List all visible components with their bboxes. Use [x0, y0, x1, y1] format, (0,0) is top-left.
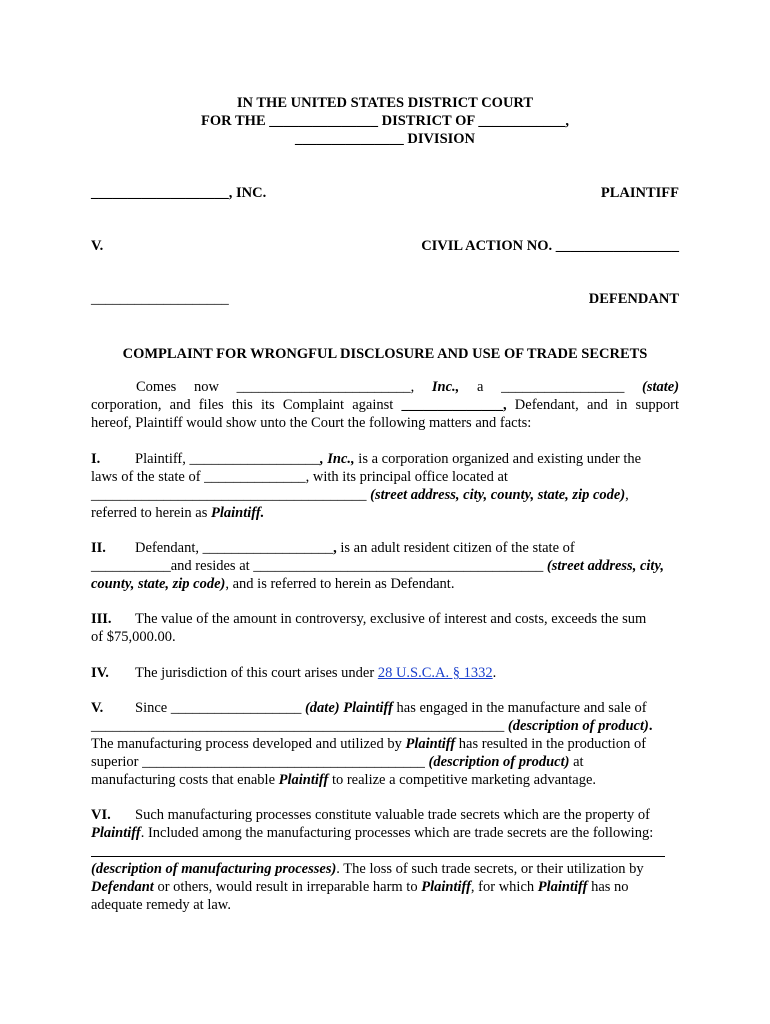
paragraph-2-line-1: II. Defendant, __________________, is an adult resident citizen of the state of — [91, 540, 575, 556]
paragraph-3-line-1: III. The value of the amount in controversy, exclusive of interest and costs, exceeds the sum — [91, 611, 647, 627]
complaint-title: COMPLAINT FOR WRONGFUL DISCLOSURE AND USE OF TRADE SECRETS — [122, 346, 648, 362]
paragraph-6-line-1: VI. Such manufacturing processes constitute valuable trade secrets which are the property of — [91, 807, 650, 823]
paragraph-5-line-1: V. Since __________________ (date) Plaintiff has engaged in the manufacture and sale of — [91, 700, 647, 716]
intro-line-1: Comes now ________________________, Inc., a _________________ (state) — [136, 379, 680, 395]
paragraph-1-line-4: referred to herein as Plaintiff. — [91, 505, 265, 521]
paragraph-5-line-5: manufacturing costs that enable Plaintiff to realize a competitive marketing advantage. — [91, 772, 597, 788]
paragraph-1-line-1: I. Plaintiff, __________________, Inc., is a corporation organized and existing under the — [91, 451, 642, 467]
defendant-label: DEFENDANT — [588, 291, 679, 307]
paragraph-5-line-3: The manufacturing process developed and utilized by Plaintiff has resulted in the production of — [91, 736, 647, 752]
statute-link[interactable]: 28 U.S.C.A. § 1332 — [377, 665, 493, 681]
intro-line-3: hereof, Plaintiff would show unto the Court the following matters and facts: — [91, 415, 532, 431]
civil-action-number: CIVIL ACTION NO. _________________ — [421, 238, 679, 254]
intro-line-2: corporation, and files this its Complaint against ______________, Defendant, and in support — [91, 397, 680, 413]
paragraph-2-line-3: county, state, zip code), and is referred to herein as Defendant. — [91, 576, 455, 592]
paragraph-1-line-2: laws of the state of ______________, with its principal office located at — [91, 469, 508, 485]
paragraph-5-line-4: superior _______________________________________ (description of product) at — [91, 754, 584, 770]
court-header-line-1: IN THE UNITED STATES DISTRICT COURT — [236, 95, 534, 111]
paragraph-6-line-5: Defendant or others, would result in irreparable harm to Plaintiff, for which Plaintiff has no — [91, 879, 629, 895]
paragraph-1-line-3: ______________________________________ (street address, city, county, state, zip code), — [91, 487, 629, 503]
plaintiff-label: PLAINTIFF — [600, 185, 679, 201]
paragraph-4-line-1: IV. The jurisdiction of this court arises under 28 U.S.C.A. § 1332. — [91, 665, 497, 681]
versus-label: V. — [91, 238, 104, 254]
paragraph-6-line-4: (description of manufacturing processes). The loss of such trade secrets, or their utilization by — [91, 861, 644, 877]
paragraph-3-line-2: of $75,000.00. — [91, 629, 176, 645]
defendant-name: ___________________ — [91, 291, 229, 307]
paragraph-6-line-2: Plaintiff. Included among the manufacturing processes which are trade secrets are the following: — [91, 825, 654, 841]
plaintiff-name: ___________________, INC. — [91, 185, 267, 201]
court-header-line-3: _______________ DIVISION — [294, 131, 476, 147]
paragraph-5-line-2: _________________________________________________________ (description of product). — [91, 718, 653, 734]
court-header-line-2: FOR THE _______________ DISTRICT OF ____________, — [201, 113, 569, 129]
paragraph-6-blank-rule — [91, 856, 665, 857]
paragraph-2-line-2: ___________and resides at ________________________________________ (street address, city, — [91, 558, 664, 574]
paragraph-6-line-6: adequate remedy at law. — [91, 897, 231, 913]
